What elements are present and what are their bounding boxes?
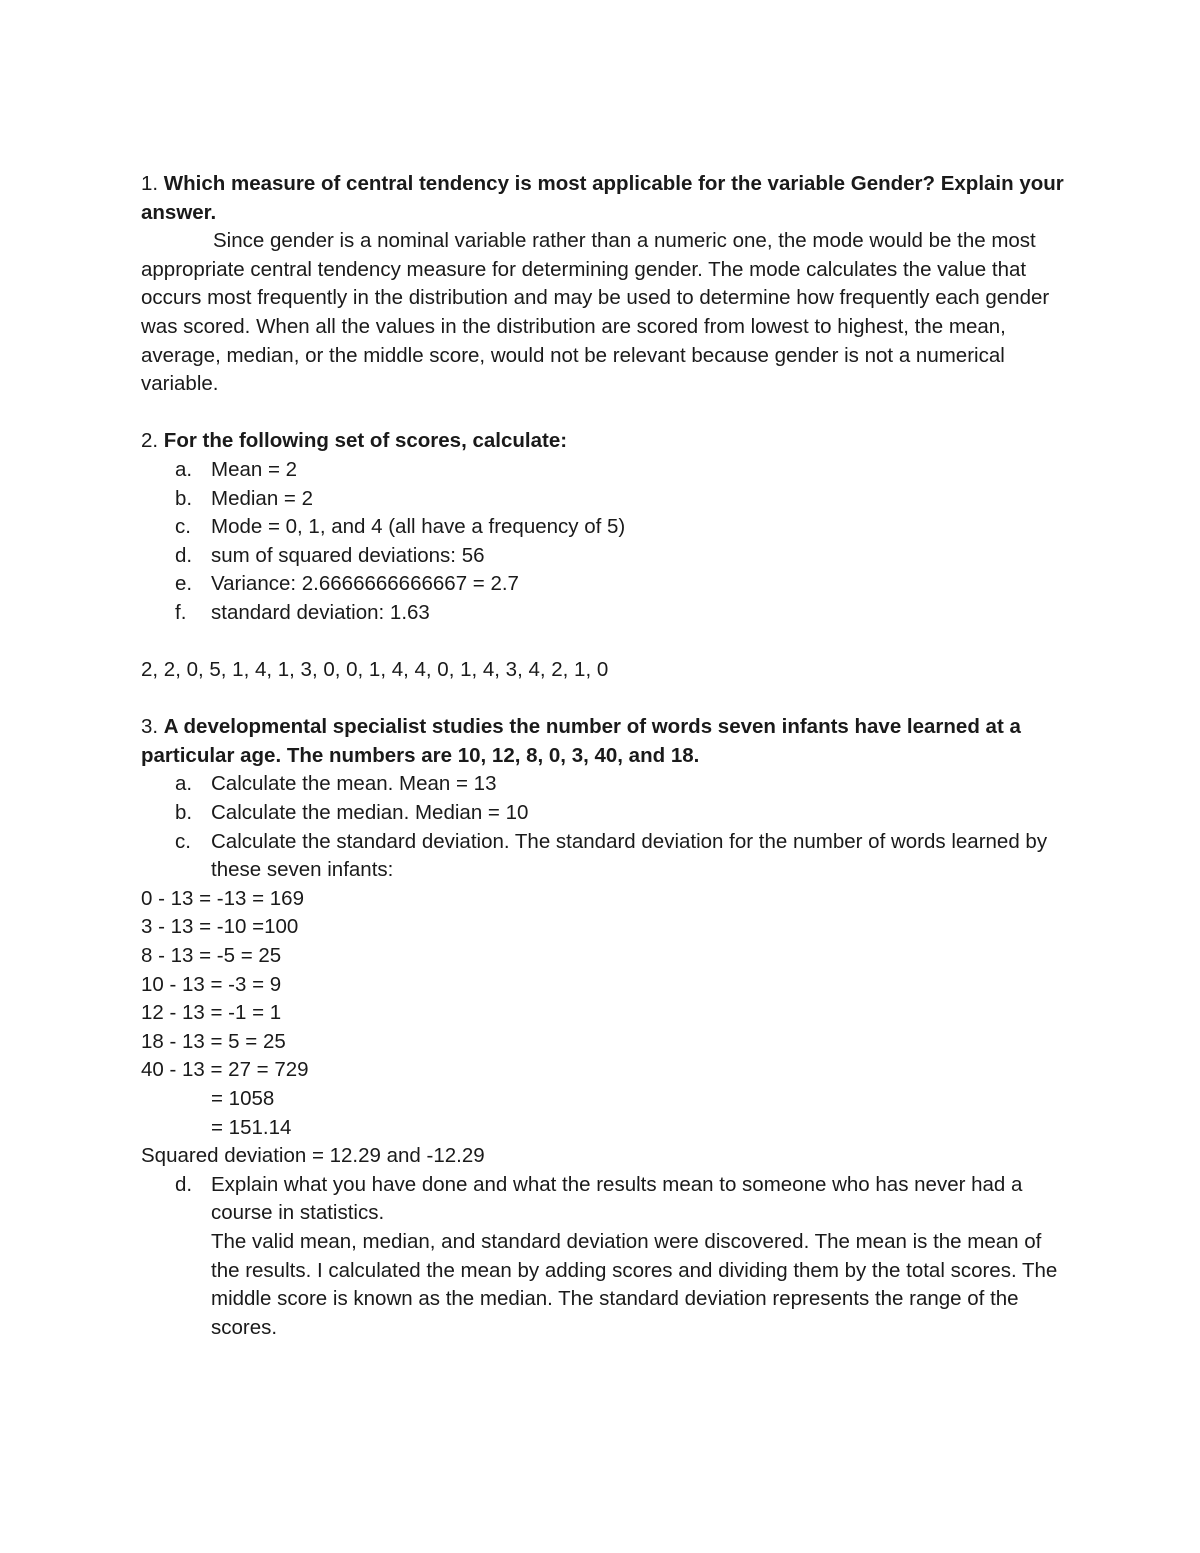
list-item <box>141 570 1071 599</box>
list-item <box>141 1171 1071 1343</box>
list-marker: d. <box>175 543 193 567</box>
list-marker: c. <box>175 515 191 539</box>
list-item-text: Mode = 0, 1, and 4 (all have a frequency of 5) <box>211 515 626 539</box>
list-item <box>141 599 1071 628</box>
question-2-number: 2. <box>141 429 164 453</box>
list-marker: b. <box>175 486 193 510</box>
question-3-title: A developmental specialist studies the number of words seven infants have learned at a particular age. The numbers are 10, 12, 8, 0, 3, 40, and 18. <box>141 715 1021 767</box>
calc-line: 12 - 13 = -1 = 1 <box>141 1001 282 1025</box>
document-page <box>141 170 1071 1342</box>
list-marker: a. <box>175 772 193 796</box>
list-item-text: sum of squared deviations: 56 <box>211 543 485 567</box>
list-item <box>141 799 1071 828</box>
question-1-title: Which measure of central tendency is most applicable for the variable Gender? Explain your answer. <box>141 172 1064 224</box>
list-item-text: standard deviation: 1.63 <box>211 600 430 624</box>
list-item <box>141 828 1071 885</box>
calc-line: 3 - 13 = -10 =100 <box>141 915 299 939</box>
calc-line: 40 - 13 = 27 = 729 <box>141 1058 309 1082</box>
deviation-calculations <box>141 885 1071 1171</box>
squared-deviation-line: Squared deviation = 12.29 and -12.29 <box>141 1144 485 1168</box>
question-3-list-continued <box>141 1171 1071 1343</box>
list-marker: e. <box>175 572 193 596</box>
list-item <box>141 485 1071 514</box>
list-marker: b. <box>175 801 193 825</box>
question-3-list <box>141 770 1071 884</box>
list-item <box>141 456 1071 485</box>
question-3 <box>141 713 1071 770</box>
question-1-number: 1. <box>141 172 164 195</box>
calc-line: 8 - 13 = -5 = 25 <box>141 944 282 968</box>
list-item-text: Mean = 2 <box>211 457 298 481</box>
list-item-text: Calculate the standard deviation. The standard deviation for the number of words learned by these seven infants: <box>211 829 1048 882</box>
list-item <box>141 770 1071 799</box>
list-item <box>141 542 1071 571</box>
list-item-text: Calculate the median. Median = 10 <box>211 801 529 825</box>
list-marker: c. <box>175 829 191 853</box>
calc-line: 10 - 13 = -3 = 9 <box>141 972 282 996</box>
calc-line: 18 - 13 = 5 = 25 <box>141 1029 286 1053</box>
list-marker: d. <box>175 1172 193 1196</box>
question-1-answer: Since gender is a nominal variable rather than a numeric one, the mode would be the most appropriate central tendency measure for determining gender. The mode calculates the value that occurs most frequently in the distribution and may be used to determine how frequently each gender was scored. When all the values in the distribution are scored from lowest to highest, the mean, average, median, or the middle score, would not be relevant because gender is not a numerical variable. <box>141 229 1050 396</box>
question-1 <box>141 170 1071 227</box>
question-2 <box>141 427 1071 456</box>
list-marker: f. <box>175 600 187 624</box>
list-item-text: Median = 2 <box>211 486 313 510</box>
sum-line: = 151.14 <box>211 1115 292 1139</box>
calc-line: 0 - 13 = -13 = 169 <box>141 886 304 910</box>
list-item-text: Calculate the mean. Mean = 13 <box>211 772 497 796</box>
list-item-text: Explain what you have done and what the results mean to someone who has never had a course in statistics. <box>211 1172 1023 1225</box>
sum-line: = 1058 <box>211 1087 275 1110</box>
list-item <box>141 513 1071 542</box>
list-marker: a. <box>175 457 193 481</box>
list-item-text: Variance: 2.6666666666667 = 2.7 <box>211 572 519 596</box>
score-set: 2, 2, 0, 5, 1, 4, 1, 3, 0, 0, 1, 4, 4, 0, 1, 4, 3, 4, 2, 1, 0 <box>141 658 609 682</box>
question-2-list <box>141 456 1071 628</box>
question-2-title: For the following set of scores, calculate: <box>163 429 568 453</box>
question-3-number: 3. <box>141 715 164 739</box>
item-d-answer: The valid mean, median, and standard deviation were discovered. The mean is the mean of the results. I calculated the mean by adding scores and dividing them by the total scores. The middle score is known as the median. The standard deviation represents the range of the scores. <box>211 1229 1058 1339</box>
